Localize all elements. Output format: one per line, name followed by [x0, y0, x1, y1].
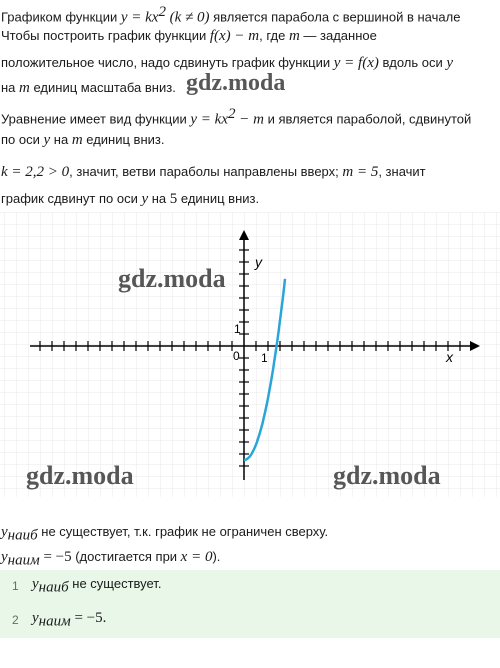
- watermark: gdz.moda: [333, 461, 441, 490]
- text-fragment: и является параболой, сдвинутой: [263, 111, 472, 127]
- text-line-5: [1, 106, 471, 127]
- math-fragment: k = 2,2 > 0: [1, 164, 70, 180]
- watermark: gdz.moda: [118, 264, 226, 293]
- math-fragment: y: [43, 132, 51, 148]
- math-fragment: m: [71, 132, 83, 148]
- text-fragment: на: [1, 80, 20, 95]
- math-fragment: y: [141, 191, 149, 207]
- text-fragment: единиц вниз.: [177, 191, 260, 206]
- math-fragment: y: [446, 55, 454, 71]
- watermark: gdz.moda: [26, 461, 134, 490]
- text-line-4: [1, 80, 176, 96]
- text-fragment: по оси: [1, 132, 44, 147]
- math-fragment: m: [19, 80, 30, 96]
- math-subscript: наим: [38, 613, 71, 630]
- function-graph: [0, 212, 500, 502]
- text-fragment: , значит, ветви параболы направлены вверх;: [69, 164, 343, 179]
- text-fragment: (достигается при: [71, 549, 181, 564]
- text-fragment: на: [148, 191, 170, 206]
- text-fragment: ).: [212, 549, 221, 564]
- text-fragment: Уравнение имеет вид функции: [1, 111, 191, 127]
- text-line-9: [1, 524, 328, 544]
- text-fragment: — заданное: [299, 28, 377, 43]
- math-fragment: 5: [169, 191, 178, 207]
- x-unit-label: 1: [261, 351, 268, 365]
- text-fragment: Чтобы построить график функции: [1, 28, 210, 43]
- text-line-2: [1, 28, 377, 44]
- text-fragment: на: [50, 132, 72, 147]
- math-exponent: 2: [228, 106, 236, 122]
- text-line-10: [1, 549, 220, 569]
- answer-text: [32, 576, 161, 597]
- answers-block: [0, 570, 500, 638]
- text-fragment: положительное число, надо сдвинуть график функции: [1, 55, 334, 70]
- text-fragment: единиц масштаба вниз.: [29, 80, 176, 95]
- math-fragment: y = kx: [190, 111, 228, 128]
- math-fragment: y: [32, 576, 39, 592]
- math-fragment: = −5: [39, 549, 72, 565]
- math-exponent: 2: [158, 4, 166, 20]
- text-fragment: является парабола с вершиной в начале: [209, 9, 461, 25]
- text-line-1: [1, 4, 460, 25]
- math-fragment: m: [288, 28, 300, 44]
- math-fragment: y = kx: [120, 9, 159, 26]
- text-fragment: , где: [259, 28, 289, 43]
- x-axis-label: x: [446, 349, 453, 365]
- text-fragment: Графиком функции: [1, 9, 121, 25]
- y-axis-label: y: [255, 254, 262, 270]
- math-fragment: y = f(x): [333, 55, 379, 71]
- math-fragment: (k ≠ 0): [169, 9, 210, 26]
- text-line-6: [1, 132, 164, 148]
- answer-number: 1: [12, 579, 19, 593]
- origin-label: 0: [233, 349, 240, 363]
- text-fragment: не существует, т.к. график не ограничен сверху.: [37, 524, 329, 539]
- math-fragment: m = 5: [342, 164, 379, 180]
- text-fragment: не существует.: [68, 576, 162, 591]
- math-fragment: − m: [235, 111, 264, 128]
- answer-row-1: [0, 572, 500, 602]
- answer-text: [32, 610, 106, 631]
- math-fragment: = −5.: [70, 610, 107, 626]
- text-line-3: [1, 55, 453, 71]
- answer-number: 2: [12, 613, 19, 627]
- text-fragment: единиц вниз.: [82, 132, 165, 147]
- math-subscript: наим: [7, 552, 40, 569]
- math-subscript: наиб: [7, 527, 38, 544]
- text-line-7: [1, 164, 426, 180]
- answer-row-2: [0, 606, 500, 636]
- text-fragment: , значит: [378, 164, 426, 179]
- math-fragment: f(x) − m: [209, 28, 260, 44]
- math-fragment: y: [1, 524, 8, 540]
- text-fragment: вдоль оси: [378, 55, 447, 70]
- math-fragment: y: [1, 549, 8, 565]
- text-fragment: график сдвинут по оси: [1, 191, 142, 206]
- y-unit-label: 1: [234, 322, 241, 336]
- math-subscript: наиб: [38, 579, 69, 596]
- watermark: gdz.moda: [186, 70, 286, 96]
- text-line-8: [1, 191, 259, 207]
- math-fragment: x = 0: [180, 549, 213, 565]
- math-fragment: y: [32, 610, 39, 626]
